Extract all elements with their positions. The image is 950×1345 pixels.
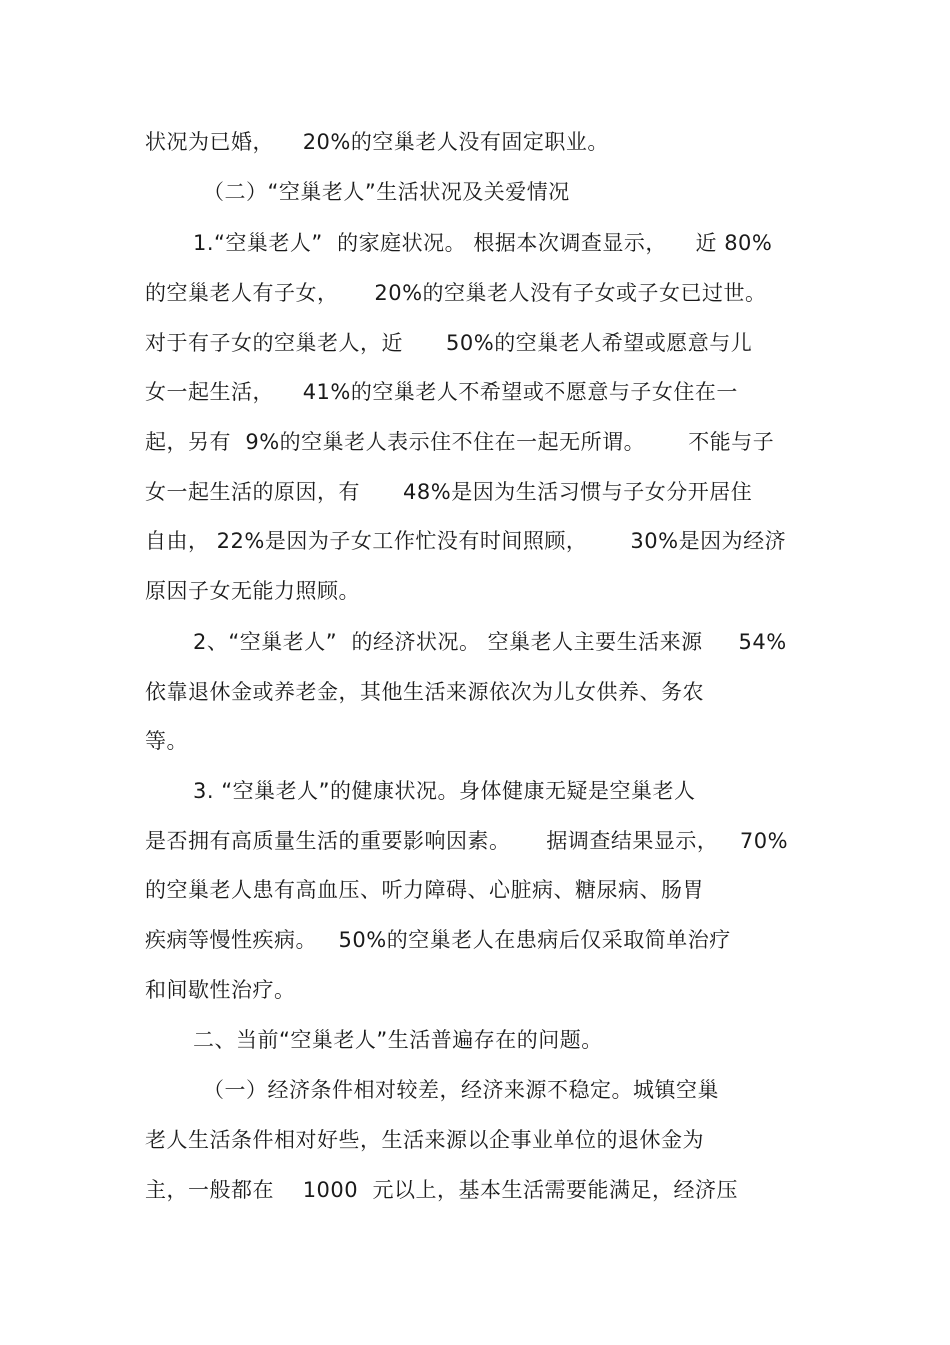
text-line: 女一起生活的原因，有 48%是因为生活习惯与子女分开居住: [145, 480, 753, 504]
text-line: 起，另有 9%的空巢老人表示住不住在一起无所谓。 不能与子: [145, 430, 775, 454]
text-line: 是否拥有高质量生活的重要影响因素。 据调查结果显示， 70%: [145, 829, 789, 853]
section-heading: 二、当前“空巢老人”生活普遍存在的问题。: [193, 1028, 603, 1052]
text-line: 依靠退休金或养老金，其他生活来源依次为儿女供养、务农: [145, 680, 704, 704]
text-line: 原因子女无能力照顾。: [145, 579, 360, 603]
text-line: 等。: [145, 729, 188, 753]
text-line: 女一起生活， 41%的空巢老人不希望或不愿意与子女住在一: [145, 380, 738, 404]
text-line: 的空巢老人患有高血压、听力障碍、心脏病、糖尿病、肠胃: [145, 878, 704, 902]
text-line: 状况为已婚， 20%的空巢老人没有固定职业。: [145, 130, 609, 154]
section-heading: （二）“空巢老人”生活状况及关爱情况: [203, 180, 570, 204]
text-line: 自由， 22%是因为子女工作忙没有时间照顾， 30%是因为经济: [145, 529, 787, 553]
text-line: 主，一般都在 1000 元以上，基本生活需要能满足，经济压: [145, 1178, 738, 1202]
text-line: 3. “空巢老人”的健康状况。身体健康无疑是空巢老人: [193, 779, 696, 803]
text-line: 对于有子女的空巢老人，近 50%的空巢老人希望或愿意与儿: [145, 331, 753, 355]
text-line: 老人生活条件相对好些，生活来源以企事业单位的退休金为: [145, 1128, 704, 1152]
text-line: 的空巢老人有子女， 20%的空巢老人没有子女或子女已过世。: [145, 281, 767, 305]
text-line: 1.“空巢老人” 的家庭状况。 根据本次调查显示， 近 80%: [193, 231, 773, 255]
text-line: 疾病等慢性疾病。 50%的空巢老人在患病后仅采取简单治疗: [145, 928, 731, 952]
text-line: 2、“空巢老人” 的经济状况。 空巢老人主要生活来源 54%: [193, 630, 787, 654]
text-line: （一）经济条件相对较差，经济来源不稳定。城镇空巢: [203, 1078, 719, 1102]
text-line: 和间歇性治疗。: [145, 978, 296, 1002]
